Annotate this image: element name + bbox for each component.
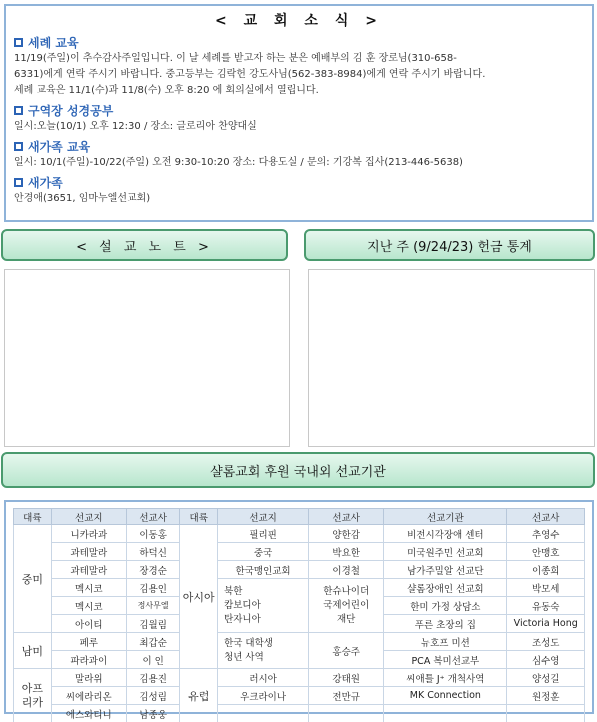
table-row <box>14 669 585 687</box>
mission-org: 씨애틀 J⁺ 개척사역 <box>384 669 507 687</box>
table-row <box>14 525 585 543</box>
mission-field: 멕시코 <box>51 597 126 615</box>
empty-cell <box>384 705 507 722</box>
col-header: 선교지 <box>218 509 309 525</box>
missionary: 원정훈 <box>507 687 585 705</box>
table-header-row <box>14 509 585 525</box>
baptism-heading: 세례 교육 <box>14 34 584 51</box>
col-header: 대륙 <box>180 509 218 525</box>
region-cell: 유럽 <box>180 669 218 722</box>
mission-org: PCA 복미선교부 <box>384 651 507 669</box>
missionary: 최갑순 <box>126 633 179 651</box>
missionary: 양한감 <box>309 525 384 543</box>
missionary: 박모세 <box>507 579 585 597</box>
missionary: 하덕신 <box>126 543 179 561</box>
mission-table-panel <box>4 500 594 721</box>
missionary: Victoria Hong <box>507 615 585 633</box>
region-cell: 남미 <box>14 633 52 669</box>
mission-field: 북한 캄보디아 탄자니아 <box>218 579 309 633</box>
new-family-body: 안경애(3651, 임마누엘선교회) <box>14 193 151 204</box>
mission-org: MK Connection <box>384 687 507 705</box>
empty-cell <box>507 705 585 722</box>
mission-field: 러시아 <box>218 669 309 687</box>
checkbox-icon <box>14 38 23 47</box>
missionary: 장경순 <box>126 561 179 579</box>
offering-stats-header: 지난 주 (9/24/23) 헌금 통계 <box>304 229 595 261</box>
mission-field: 한국맹인교회 <box>218 561 309 579</box>
mission-field: 중국 <box>218 543 309 561</box>
mission-field: 필리핀 <box>218 525 309 543</box>
region-cell: 아시아 <box>180 525 218 669</box>
church-news-panel <box>4 4 594 222</box>
sermon-notes-header: < 설 교 노 트 > <box>1 229 288 261</box>
missionary: 이경철 <box>309 561 384 579</box>
new-family-edu-heading: 새가족 교육 <box>14 138 584 155</box>
missionary: 유동숙 <box>507 597 585 615</box>
sermon-notes-area[interactable] <box>4 269 290 447</box>
mission-field: 한국 대학생 청년 사역 <box>218 633 309 669</box>
missionary: 한슈나이더 국제어린이 재단 <box>309 579 384 633</box>
missionary: 전만규 <box>309 687 384 705</box>
mission-field: 과테말라 <box>51 543 126 561</box>
missionary: 강태원 <box>309 669 384 687</box>
mission-org: 남가주밀알 선교단 <box>384 561 507 579</box>
missionary: 정사무엘 <box>126 597 179 615</box>
mission-org: 미국원주민 선교회 <box>384 543 507 561</box>
mission-field: 과테말라 <box>51 561 126 579</box>
mission-field: 파라과이 <box>51 651 126 669</box>
missionary: 양성길 <box>507 669 585 687</box>
mission-field: 말라위 <box>51 669 126 687</box>
missionary: 이종희 <box>507 561 585 579</box>
mission-org: 뉴호프 미션 <box>384 633 507 651</box>
cell-leader-study-body: 일시:오늘(10/1) 오후 12:30 / 장소: 글로리아 찬양대실 <box>14 121 257 132</box>
missionary: 김월림 <box>126 615 179 633</box>
checkbox-icon <box>14 106 23 115</box>
mission-field: 니카라과 <box>51 525 126 543</box>
col-header: 선교사 <box>126 509 179 525</box>
missionary: 조성도 <box>507 633 585 651</box>
missionary: 심수영 <box>507 651 585 669</box>
mission-field: 멕시코 <box>51 579 126 597</box>
offering-stats-area <box>308 269 595 447</box>
cell-leader-study-heading: 구역장 성경공부 <box>14 102 584 119</box>
table-row <box>14 579 585 597</box>
mission-field: 페루 <box>51 633 126 651</box>
mission-header: 샬롬교회 후원 국내외 선교기관 <box>1 452 595 488</box>
col-header: 대륙 <box>14 509 52 525</box>
new-family-heading: 새가족 <box>14 174 584 191</box>
mission-org: 비전시각장애 센터 <box>384 525 507 543</box>
missionary: 안맹호 <box>507 543 585 561</box>
missionary: 이동홍 <box>126 525 179 543</box>
empty-cell <box>309 705 384 722</box>
missionary: 김성림 <box>126 687 179 705</box>
col-header: 선교지 <box>51 509 126 525</box>
empty-cell <box>218 705 309 722</box>
missionary: 이 인 <box>126 651 179 669</box>
mission-org: 푸른 초장의 집 <box>384 615 507 633</box>
mission-table <box>13 508 585 722</box>
missionary: 김용인 <box>126 579 179 597</box>
church-news-title: < 교 회 소 식 > <box>215 13 383 29</box>
col-header: 선교기관 <box>384 509 507 525</box>
mission-org: 한미 가정 상담소 <box>384 597 507 615</box>
region-cell: 아프 리카 <box>14 669 52 722</box>
table-row <box>14 543 585 561</box>
missionary: 홍승주 <box>309 633 384 669</box>
col-header: 선교사 <box>507 509 585 525</box>
table-row <box>14 633 585 651</box>
mission-field: 아이티 <box>51 615 126 633</box>
table-row <box>14 687 585 705</box>
missionary: 박요한 <box>309 543 384 561</box>
mission-field: 씨에라리온 <box>51 687 126 705</box>
baptism-body: 11/19(주일)이 추수감사주일입니다. 이 날 세례를 받고자 하는 분은 예배부의 김 훈 장로님(310-658- 6331)에게 연락 주시기 바랍니다. 중고등부는 김락헌 강도사님(562-383-8984)에게 연락 주시기 바랍니다. 세례 교육은 11/1(수)과 11/8(수) 오후 8:20 에 회의실에서 열립니다. <box>14 53 486 96</box>
table-row <box>14 561 585 579</box>
missionary: 추영수 <box>507 525 585 543</box>
checkbox-icon <box>14 178 23 187</box>
table-row <box>14 705 585 722</box>
missionary: 남종웅 <box>126 705 179 722</box>
missionary: 김용진 <box>126 669 179 687</box>
col-header: 선교사 <box>309 509 384 525</box>
checkbox-icon <box>14 142 23 151</box>
new-family-edu-body: 일시: 10/1(주일)-10/22(주일) 오전 9:30-10:20 장소: 다용도실 / 문의: 기강복 집사(213-446-5638) <box>14 157 463 168</box>
mission-org: 샬롬장애인 선교회 <box>384 579 507 597</box>
region-cell: 중미 <box>14 525 52 633</box>
mission-field: 우크라이나 <box>218 687 309 705</box>
mission-field: 에스와티니 <box>51 705 126 722</box>
